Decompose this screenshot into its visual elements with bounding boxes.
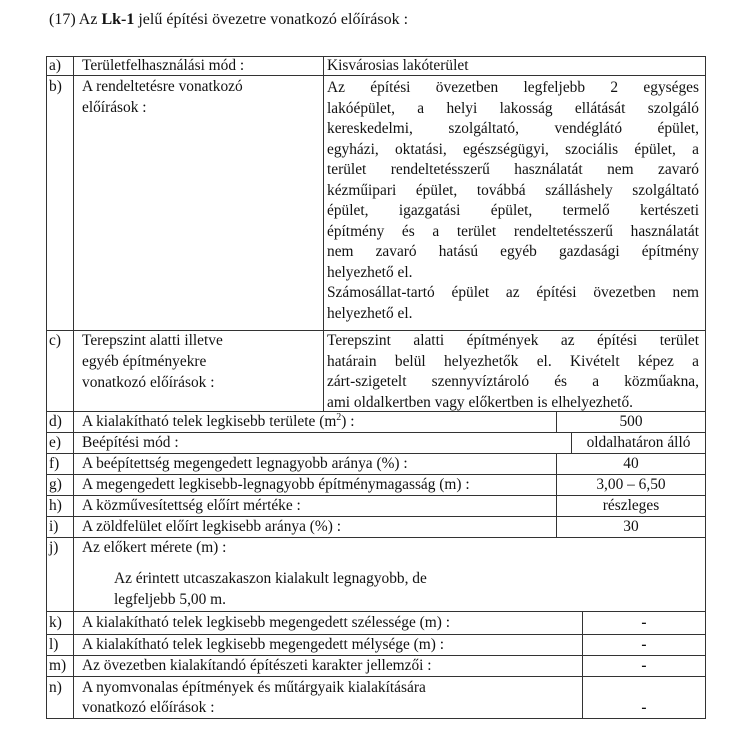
row-a-value: Kisvárosias lakóterület bbox=[327, 57, 469, 74]
row-letter-g: g) bbox=[49, 476, 62, 493]
row-i-value: 30 bbox=[623, 518, 639, 535]
row-letter-k: k) bbox=[49, 614, 62, 631]
row-d-value: 500 bbox=[619, 413, 643, 430]
row-k-value: - bbox=[641, 614, 647, 631]
row-n-value: - bbox=[641, 699, 647, 716]
row-letter-m: m) bbox=[49, 657, 67, 674]
row-a-label: Területfelhasználási mód : bbox=[82, 57, 245, 74]
row-b-label-line1: A rendeltetésre vonatkozó bbox=[82, 78, 243, 95]
row-letter-b: b) bbox=[49, 78, 62, 95]
row-e-label: Beépítési mód : bbox=[82, 434, 179, 451]
row-h-value: részleges bbox=[602, 497, 660, 514]
row-j-text-line1: Az érintett utcaszakaszon kialakult legnagyobb, de bbox=[114, 570, 427, 587]
row-letter-i: i) bbox=[49, 518, 59, 535]
section-heading: (17) Az Lk-1 jelű építési övezetre vonatkozó előírások : bbox=[49, 11, 409, 28]
row-letter-c: c) bbox=[49, 332, 61, 349]
row-c-label-line2: egyéb építményekre bbox=[82, 353, 207, 370]
row-b-label-line2: előírások : bbox=[82, 99, 147, 116]
row-f-value: 40 bbox=[623, 455, 639, 472]
row-j-label: Az előkert mérete (m) : bbox=[82, 539, 227, 556]
zone-code: Lk-1 bbox=[101, 11, 135, 28]
row-c-label-line3: vonatkozó előírások : bbox=[82, 374, 215, 391]
row-letter-h: h) bbox=[49, 497, 62, 514]
row-c-label-line1: Terepszint alatti illetve bbox=[82, 332, 223, 349]
row-m-value: - bbox=[641, 657, 647, 674]
row-g-label: A megengedett legkisebb-legnagyobb építménymagasság (m) : bbox=[82, 476, 470, 493]
row-g-value: 3,00 – 6,50 bbox=[596, 476, 666, 493]
row-letter-d: d) bbox=[49, 413, 62, 430]
row-f-label: A beépítettség megengedett legnagyobb aránya (%) : bbox=[82, 455, 408, 472]
row-letter-n: n) bbox=[49, 679, 62, 696]
row-d-label: A kialakítható telek legkisebb területe $(m^2)$ : bbox=[82, 411, 355, 430]
row-letter-e: e) bbox=[49, 434, 61, 451]
row-m-label: Az övezetben kialakítandó építészeti karakter jellemzői : bbox=[82, 657, 432, 674]
row-b-text: Az építési övezetben legfeljebb 2 egységes lakóépület, a helyi lakosság ellátását szolgáló kereskedelmi, szolgáltató, vendéglátó épület, egyházi, oktatási, egészségügyi, szociális épület, a terület rendeltetésszerű használatát nem zavaró kézműipari épület, továbbá szálláshely szolgáltató épület, igazgatási épület, termelő kertészeti építmény és a terület rendeltetésszerű használatát nem zavaró hatású egyéb gazdasági építmény helyezhető el. Számosállat-tartó épület az építési övezetben nem helyezhető el. bbox=[327, 79, 699, 322]
row-i-label: A zöldfelület előírt legkisebb aránya (%) : bbox=[82, 518, 341, 535]
row-letter-a: a) bbox=[49, 57, 61, 74]
row-j-text-line2: legfeljebb 5,00 m. bbox=[114, 591, 226, 608]
row-k-label: A kialakítható telek legkisebb megengedett szélessége (m) : bbox=[82, 614, 450, 631]
row-e-value: oldalhatáron álló bbox=[586, 434, 691, 451]
row-c-text: Terepszint alatti építmények az építési terület határain belül helyezhetők el. Kivételt képez a zárt-szigetelt szennyvíztároló és a közműakna, ami oldalkertben vagy előkertben is elhelyezhető. bbox=[327, 332, 699, 411]
row-letter-l: l) bbox=[49, 636, 59, 653]
row-n-label-line2: vonatkozó előírások : bbox=[82, 699, 215, 716]
row-n-label-line1: A nyomvonalas építmények és műtárgyaik kialakítására bbox=[82, 679, 426, 696]
row-l-label: A kialakítható telek legkisebb megengedett mélysége (m) : bbox=[82, 636, 444, 653]
row-letter-f: f) bbox=[49, 455, 60, 472]
row-h-label: A közművesítettség előírt mértéke : bbox=[82, 497, 301, 514]
row-letter-j: j) bbox=[49, 539, 59, 556]
regulation-table bbox=[46, 56, 706, 719]
row-l-value: - bbox=[641, 636, 647, 653]
